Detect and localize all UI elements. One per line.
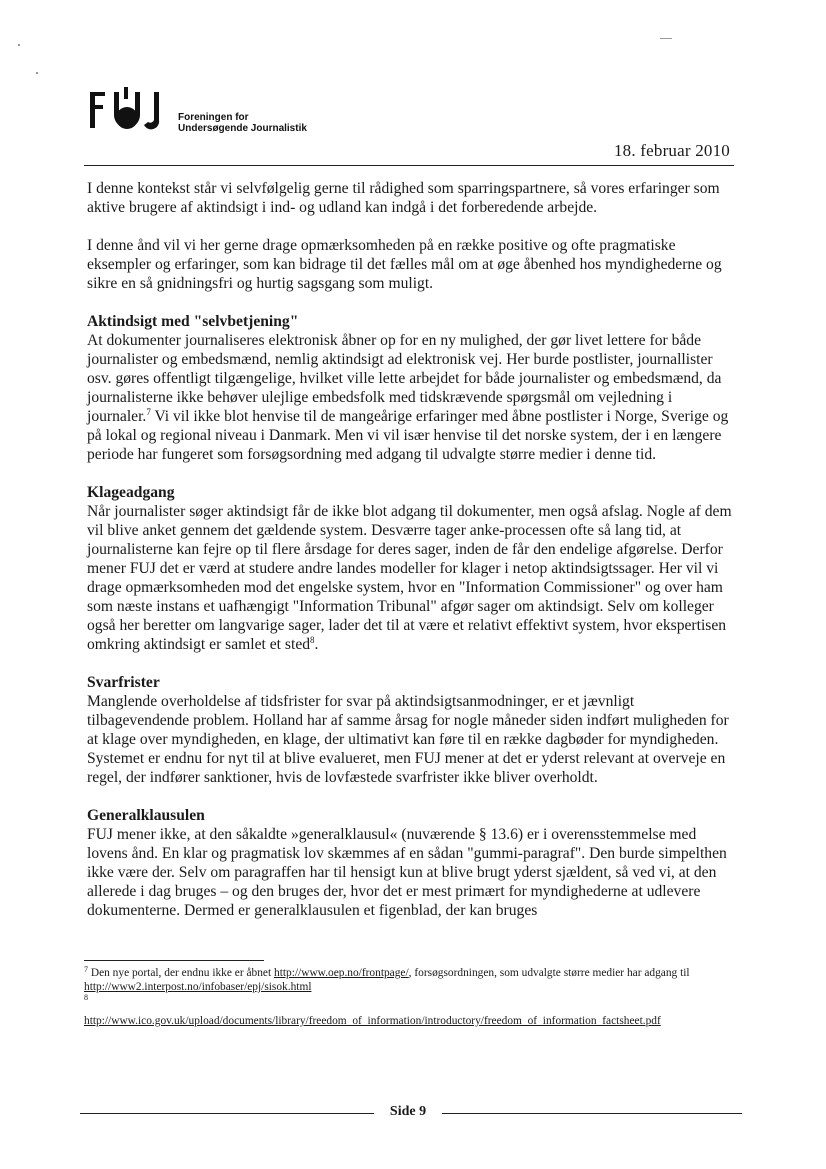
header-divider xyxy=(84,165,734,166)
intro-paragraph-1: I denne kontekst står vi selvfølgelig gerne til rådighed som sparringspartnere, så vores erfaringer som aktive brugere af aktindsigt i ind- og udland kan indgå i det forberedende arbejde. xyxy=(87,180,720,216)
fuj-logo xyxy=(88,84,178,149)
section-paragraph: At dokumenter journaliseres elektronisk åbner op for en ny mulighed, der gør livet lettere for både journalister og embedsmænd, nemlig aktindsigt ad elektronisk vej. Her burde postlister, journallister osv. gøres offentligt tilgængelige, hvilket ville lette arbejdet for både journalister og embedsmænd, da journalisterne ikke behøver ulejlige embedsfolk med tidskrævende spørgsmål om vejledning i journaler.$^7$ Vi vil ikke blot henvise til de mangeårige erfaringer med åbne postlister i Norge, Sverige og på lokal og regional niveau i Danmark. Men vi vil især henvise til det norske system, der i en længere periode har fungeret som forsøgsordning med adgang til udvalgte større medier i denne tid. xyxy=(87,332,729,463)
page-footer xyxy=(80,1104,742,1124)
footnote-7: $^7$ Den nye portal, der endnu ikke er åbnet http://www.oep.no/frontpage/, forsøgsordningen, som udvalgte større medier har adgang til http://www2.interpost.no/infobaser/epj/sisok.html xyxy=(84,965,690,993)
org-name-line1: Foreningen for xyxy=(178,112,249,123)
footer-line-left xyxy=(80,1113,374,1114)
section-klageadgang xyxy=(87,483,737,654)
footnote-8-number: 8 xyxy=(84,993,88,1002)
section-generalklausulen xyxy=(87,806,737,920)
footnote-divider xyxy=(84,960,264,961)
section-svarfrister xyxy=(87,673,737,787)
footnote-ref[interactable]: 7 xyxy=(146,407,151,417)
section-aktindsigt xyxy=(87,312,737,464)
org-name-line2: Undersøgende Journalistik xyxy=(178,123,307,134)
section-paragraph: FUJ mener ikke, at den såkaldte »generalklausul« (nuværende § 13.6) er i overensstemmelse med lovens ånd. En klar og pragmatisk lov skæmmes af en sådan "gummi-paragraf". Den burde simpelthen ikke være der. Selv om paragraffen har til hensigt kun at blive brugt yderst sjældent, så ved vi, at den allerede i dag bruges – og den bruges der, hvor det er mest primært for myndighederne at udlevere dokumenterne. Dermed er generalklausulen et figenblad, der kan bruges xyxy=(87,826,727,919)
section-heading: Klageadgang xyxy=(87,484,175,501)
intro-paragraph-2: I denne ånd vil vi her gerne drage opmærksomheden på en række positive og ofte pragmatiske eksempler og erfaringer, som kan bidrage til det fælles mål om at øge åbenhed hos myndighederne og sikre en så gnidningsfri og hurtig sagsgang som muligt. xyxy=(87,237,722,292)
org-name xyxy=(178,112,307,134)
section-heading: Svarfrister xyxy=(87,674,160,691)
scan-speck xyxy=(660,38,672,39)
footnote-link[interactable]: http://www.ico.gov.uk/upload/documents/library/freedom_of_information/introductory/freedom_of_information_factsheet.pdf xyxy=(84,1015,661,1027)
section-heading: Generalklausulen xyxy=(87,807,205,824)
section-paragraph: Manglende overholdelse af tidsfrister for svar på aktindsigtsanmodninger, er et jævnligt tilbagevendende problem. Holland har af samme årsag for nogle måneder siden indført muligheden for at klage over myndigheden, en klage, der ultimativt kan føre til en række dagbøder for myndigheden. Systemet er endnu for nyt til at blive evalueret, men FUJ mener at det er yderst relevant at overveje en regel, der indfører sanktioner, hvis de lovfæstede svarfrister ikke bliver overholdt. xyxy=(87,693,729,786)
section-heading: Aktindsigt med "selvbetjening" xyxy=(87,313,299,330)
scan-speck xyxy=(36,72,38,74)
document-body xyxy=(87,179,737,939)
fuj-logo-mark xyxy=(88,84,178,144)
footnote-ref[interactable]: 8 xyxy=(310,635,315,645)
document-date: 18. februar 2010 xyxy=(613,141,730,160)
section-paragraph: Når journalister søger aktindsigt får de ikke blot adgang til dokumenter, men også afslag. Nogle af dem vil blive anket gennem det gældende system. Desværre tager anke-processen ofte så lang tid, at journalisterne kan fejre op til flere årsdage for deres sager, inden de får den endelige afgørelse. Derfor mener FUJ det er værd at studere andre landes modeller for klager i netop aktindsigtssager. Her vil vi drage opmærksomheden mod det engelske system, hvor en "Information Commissioner" og over ham som næste instans et uafhængigt "Information Tribunal" afgør sager om aktindsigt. Selv om kolleger også her beretter om langvarige sager, lader det til at være et relativt effektivt system, hvor ekspertisen omkring aktindsigt er samlet et sted$^8$. xyxy=(87,503,732,653)
footnotes xyxy=(84,966,744,1028)
footnote-link[interactable]: http://www2.interpost.no/infobaser/epj/sisok.html xyxy=(84,981,312,993)
scan-speck xyxy=(18,44,20,46)
footnote-8 xyxy=(84,1014,744,1028)
footer-line-right xyxy=(442,1113,742,1114)
footnote-link[interactable]: http://www.oep.no/frontpage/ xyxy=(274,967,409,979)
page-number: Side 9 xyxy=(389,1104,427,1119)
